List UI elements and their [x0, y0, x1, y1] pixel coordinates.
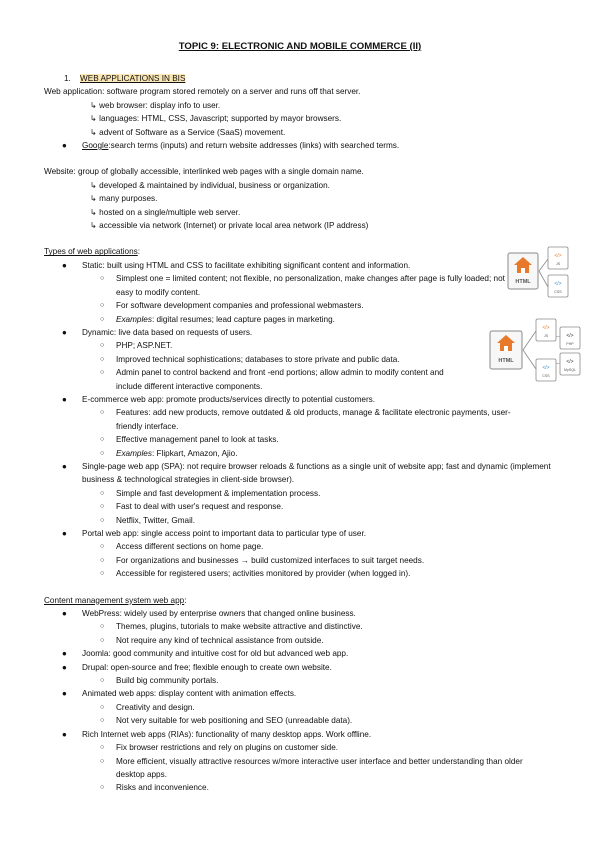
sub-bullet: ○ Creativity and design. — [100, 702, 195, 712]
arrow-item: ↳ advent of Software as a Service (SaaS) movement. — [90, 127, 286, 137]
arrow-item: ↳ developed & maintained by individual, business or organization. — [90, 180, 330, 190]
svg-text:</>: </> — [554, 253, 562, 259]
svg-text:PHP: PHP — [566, 342, 574, 346]
sub-bullet: ○ Simple and fast development & implementation process. — [100, 488, 321, 498]
sub-bullet: ○ Features: add new products, remove outdated & old products, manage & facilitate electronic payments, user-friendly interface. — [100, 408, 511, 431]
static-web-app-figure — [502, 243, 576, 301]
sub-bullet: ○ Not very suitable for web positioning and SEO (unreadable data). — [100, 716, 353, 726]
cms-heading: Content management system web app: — [44, 595, 187, 605]
types-heading: Types of web applications: — [44, 247, 141, 257]
sub-bullet: ○ Admin panel to control backend and front -end portions; allow admin to modify content and include different interactive components. — [100, 368, 444, 391]
sub-bullet: ○ Examples: digital resumes; lead capture pages in marketing. — [100, 314, 335, 324]
svg-text:JS: JS — [543, 334, 549, 338]
web-application-definition: Web application: software program stored remotely on a server and runs off that server. — [44, 87, 361, 97]
sub-bullet: ○ Effective management panel to look at tasks. — [100, 435, 279, 445]
svg-text:</>: </> — [554, 281, 562, 287]
sub-bullet: ○ Simplest one = limited content; not flexible, no personalization, make changes after page is fully loaded; not easy to modify content. — [100, 274, 505, 297]
bullet-ecommerce: ● E-commerce web app: promote products/services directly to potential customers. — [62, 394, 376, 404]
document-body — [44, 72, 564, 795]
bullet-drupal: ● Drupal: open-source and free; flexible enough to create own website. — [62, 662, 332, 672]
arrow-item: ↳ accessible via network (Internet) or private local area network (IP address) — [90, 221, 369, 231]
sub-bullet: ○ Netflix, Twitter, Gmail. — [100, 515, 196, 525]
svg-text:</>: </> — [566, 359, 574, 365]
website-definition: Website: group of globally accessible, interlinked web pages with a single domain name. — [44, 167, 364, 177]
section-heading: 1. WEB APPLICATIONS IN BIS — [64, 74, 186, 83]
bullet-webpress: ● WebPress: widely used by enterprise owners that changed online business. — [62, 609, 356, 619]
arrow-item: ↳ hosted on a single/multiple web server. — [90, 207, 241, 217]
sub-bullet: ○ More efficient, visually attractive resources w/more interactive user interface and better understanding than older desktop apps. — [100, 756, 523, 779]
arrow-item: ↳ many purposes. — [90, 194, 158, 204]
bullet-joomla: ● Joomla: good community and intuitive cost for old but advanced web app. — [62, 649, 349, 659]
svg-text:JS: JS — [555, 262, 561, 266]
bullet-dynamic: ● Dynamic: live data based on requests of users. — [62, 327, 253, 337]
svg-text:</>: </> — [542, 365, 550, 371]
svg-text:</>: </> — [566, 333, 574, 339]
bullet-spa: ● Single-page web app (SPA): not require browser reloads & functions as a single unit of website app; fast and dynamic (implement business & technological strategies in client-side browser). — [62, 461, 551, 485]
sub-bullet: ○ Fix browser restrictions and rely on plugins on customer side. — [100, 743, 339, 753]
svg-text:HTML: HTML — [498, 358, 514, 364]
sub-bullet: ○ For software development companies and professional webmasters. — [100, 301, 364, 311]
dynamic-web-app-figure — [486, 315, 584, 385]
section-heading-text: WEB APPLICATIONS IN BIS — [80, 74, 186, 83]
sub-bullet: ○ Examples: Flipkart, Amazon, Ajio. — [100, 448, 238, 458]
sub-bullet: ○ Build big community portals. — [100, 676, 219, 686]
sub-bullet: ○ Accessible for registered users; activities monitored by provider (when logged in). — [100, 569, 411, 579]
sub-bullet: ○ Fast to deal with user's request and response. — [100, 502, 284, 512]
bullet-portal: ● Portal web app: single access point to important data to particular type of user. — [62, 529, 366, 538]
arrow-item: ↳ web browser: display info to user. — [90, 100, 221, 110]
sub-bullet: ○ Themes, plugins, tutorials to make website attractive and distinctive. — [100, 622, 363, 632]
svg-text:CSS: CSS — [554, 290, 562, 294]
bullet-animated: ● Animated web apps: display content with animation effects. — [62, 689, 297, 699]
sub-bullet: ○ For organizations and businesses → build customized interfaces to suit target needs. — [100, 555, 425, 565]
page-title: TOPIC 9: ELECTRONIC AND MOBILE COMMERCE (II) — [178, 41, 422, 52]
google-bullet: ● Google:search terms (inputs) and return website addresses (links) with searched terms. — [62, 141, 400, 151]
sub-bullet: ○ Access different sections on home page. — [100, 542, 264, 552]
sub-bullet: ○ PHP; ASP.NET. — [100, 341, 173, 351]
sub-bullet: ○ Improved technical sophistications; databases to store private and public data. — [100, 354, 400, 364]
svg-text:</>: </> — [542, 325, 550, 331]
svg-text:HTML: HTML — [515, 279, 531, 285]
svg-text:CSS: CSS — [542, 374, 550, 378]
google-link[interactable]: Google — [82, 141, 109, 151]
bullet-static: ● Static: built using HTML and CSS to facilitate exhibiting significant content and information. — [62, 260, 411, 270]
bullet-ria: ● Rich Internet web apps (RIAs): functionality of many desktop apps. Work offline. — [62, 729, 372, 739]
arrow-item: ↳ languages: HTML, CSS, Javascript; supported by mayor browsers. — [90, 114, 342, 124]
sub-bullet: ○ Risks and inconvenience. — [100, 783, 209, 793]
sub-bullet: ○ Not require any kind of technical assistance from outside. — [100, 635, 324, 645]
svg-text:MySQL: MySQL — [564, 368, 576, 372]
